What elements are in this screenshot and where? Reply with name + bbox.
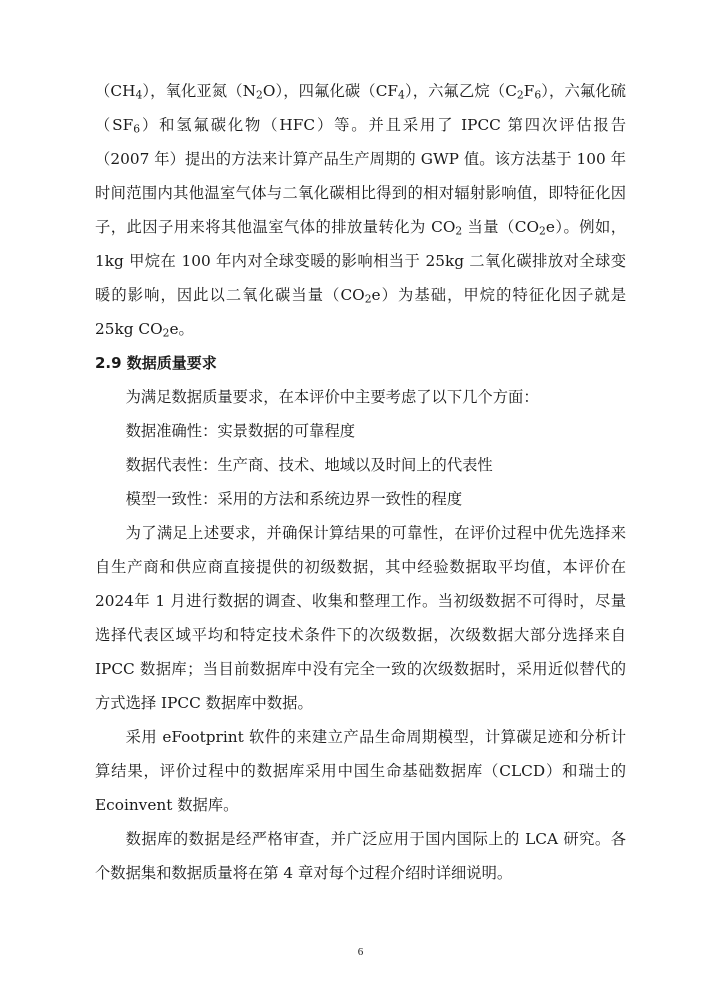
subscript: 2 <box>364 292 372 306</box>
paragraph-software: 采用 eFootprint 软件的来建立产品生命周期模型，计算碳足迹和分析计算结果，评价过程中的数据库采用中国生命基础数据库（CLCD）和瑞士的 Ecoinvent 数据库。 <box>95 728 626 814</box>
body-text <box>95 74 626 890</box>
subscript: 6 <box>133 122 141 136</box>
text-run: ），氧化亚氮（N <box>142 82 257 100</box>
subscript: 6 <box>534 88 542 102</box>
subscript: 2 <box>162 326 170 340</box>
paragraph-accuracy: 数据准确性：实景数据的可靠程度 <box>125 422 356 440</box>
section-heading: 2.9 数据质量要求 <box>95 354 217 372</box>
subscript: 4 <box>135 88 143 102</box>
text-run: e）为基础，甲烷的特征化因子就是 25kg CO <box>95 286 626 338</box>
text-run: ），六氟乙烷（C <box>404 82 517 100</box>
paragraph-requirements-intro: 为满足数据质量要求，在本评价中主要考虑了以下几个方面： <box>125 388 539 406</box>
paragraph-representativeness: 数据代表性：生产商、技术、地域以及时间上的代表性 <box>125 456 493 474</box>
subscript: 2 <box>455 224 463 238</box>
text-run: ）， <box>541 82 565 100</box>
subscript: 2 <box>539 224 546 238</box>
text-run: F <box>523 82 535 100</box>
subscript: 2 <box>256 88 263 102</box>
text-run: e）。例如，1kg 甲烷在 100 年内对全球变暖的影响相当于 25kg 二氧化碳排放对全球变暖的影响，因此以二氧化碳当量（CO <box>95 218 627 304</box>
paragraph-database: 数据库的数据是经严格审查，并广泛应用于国内国际上的 LCA 研究。各个数据集和数据质量将在第 4 章对每个过程介绍时详细说明。 <box>95 830 626 882</box>
paragraph-consistency: 模型一致性：采用的方法和系统边界一致性的程度 <box>125 490 463 508</box>
text-run: e。 <box>169 320 194 338</box>
text-run: O），四氟化碳（CF <box>262 82 399 100</box>
subscript: 4 <box>398 88 405 102</box>
text-run: 当量（CO <box>462 218 540 236</box>
page-number: 6 <box>357 946 364 958</box>
paragraph-data-selection: 为了满足上述要求，并确保计算结果的可靠性，在评价过程中优先选择来自生产商和供应商直接提供的初级数据，其中经验数据取平均值，本评价在 2024年 1 月进行数据的调查、收集和整理工作。当初级数据不可得时，尽量选择代表区域平均和特定技术条件下的次级数据，次级数据大部分选择来自 IPCC 数据库；当目前数据库中没有完全一致的次级数据时，采用近似替代的方式选择 IPCC 数据库中数据。 <box>95 524 626 712</box>
subscript: 2 <box>516 88 524 102</box>
text-run: ）和氢氟碳化物（HFC）等。并且采用了 IPCC 第四次评估报告（2007 年）提出的方法来计算产品生产周期的 GWP 值。该方法基于 100 年时间范围内其他温室气体与二氧化碳相比得到的相对辐射影响值，即特征化因子，此因子用来将其他温室气体的排放量转化为 CO <box>95 116 626 236</box>
text-run: （CH <box>95 82 136 100</box>
intro-paragraph <box>95 74 626 346</box>
text-run: 六氟化硫（SF <box>95 82 626 134</box>
